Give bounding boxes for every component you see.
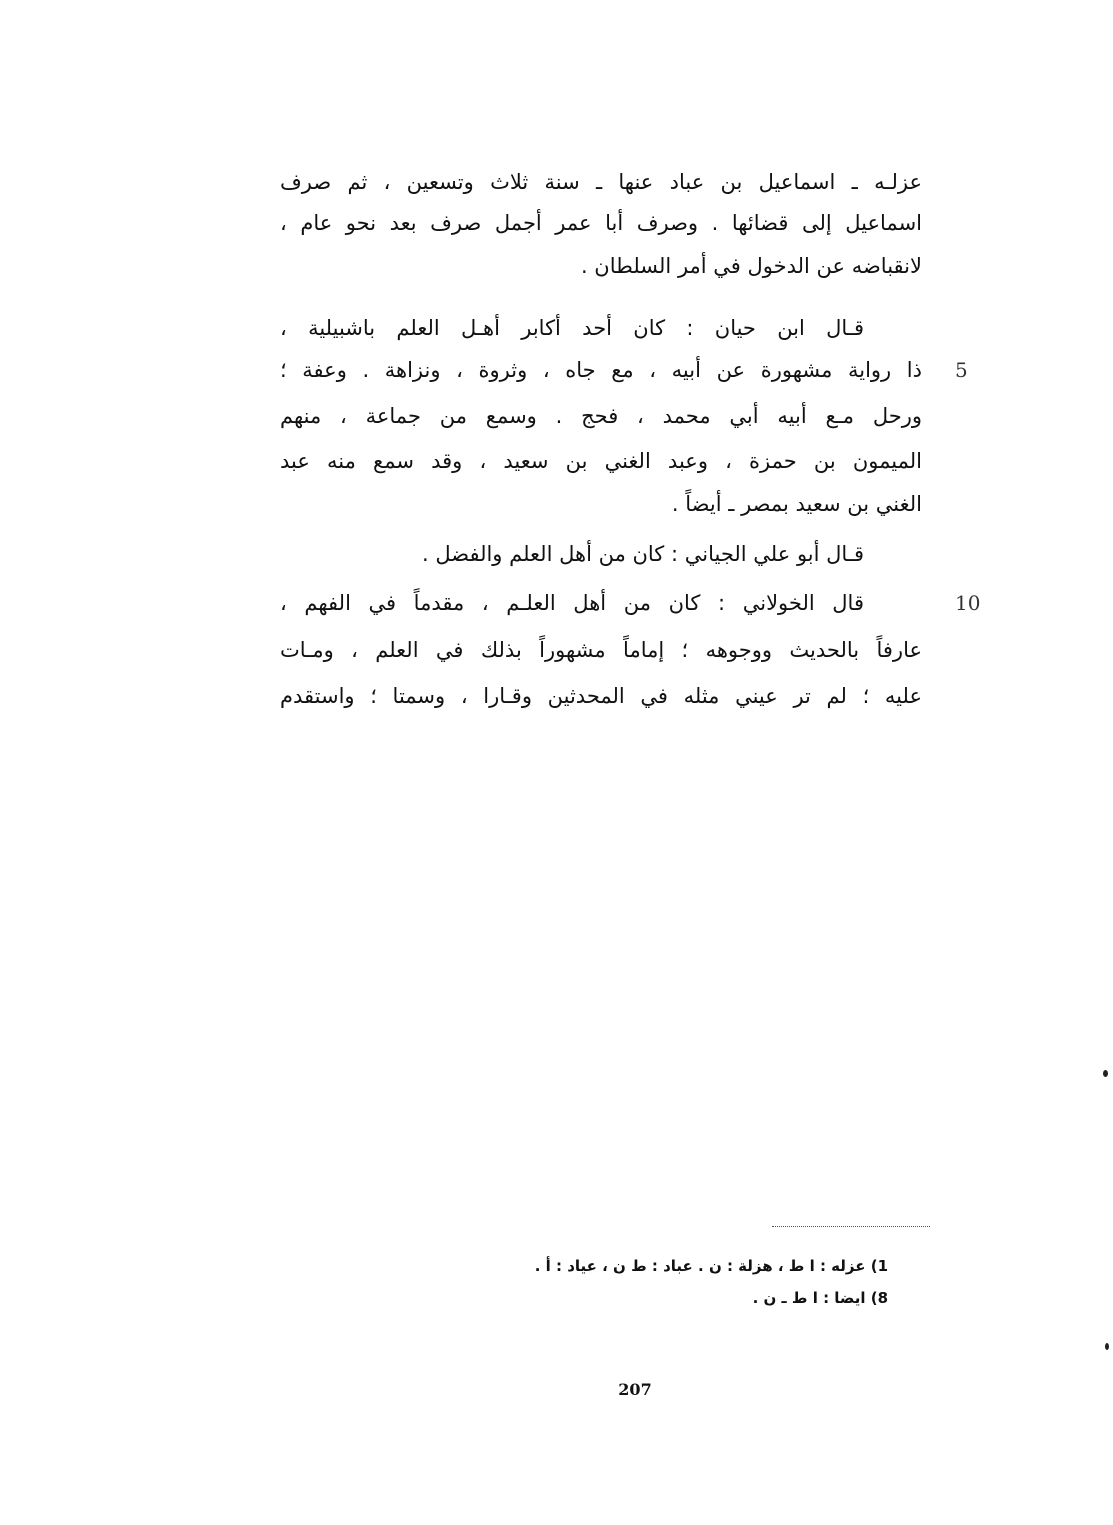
body-line-1: عزلـه ـ اسماعيل بن عباد عنها ـ سنة ثلاث وتسعين ، ثم صرف: [280, 170, 922, 194]
scan-mark: [1103, 1070, 1108, 1077]
body-line-11: عارفاً بالحديث ووجوهه ؛ إماماً مشهوراً بذلك في العلم ، ومـات: [280, 638, 922, 662]
line-number-5: 5: [955, 358, 968, 382]
body-line-9: قـال أبو علي الجياني : كان من أهل العلم والفضل .: [421, 542, 864, 566]
body-line-3: لانقباضه عن الدخول في أمر السلطان .: [580, 254, 922, 278]
line-number-10: 10: [955, 591, 981, 615]
body-line-4: قـال ابن حيان : كان أحد أكابر أهـل العلم باشبيلية ،: [280, 316, 864, 340]
body-line-8: الغني بن سعيد بمصر ـ أيضاً .: [671, 492, 922, 516]
body-line-2: اسماعيل إلى قضائها . وصرف أبا عمر أجمل صرف بعد نحو عام ،: [280, 211, 922, 235]
footnote-8: 8) ايضا : ا ط ـ ن .: [752, 1289, 888, 1307]
body-line-5: ذا رواية مشهورة عن أبيه ، مع جاه ، وثروة ، ونزاهة . وعفة ؛: [280, 358, 922, 382]
body-line-12: عليه ؛ لم تر عيني مثله في المحدثين وقـارا ، وسمتا ؛ واستقدم: [280, 684, 922, 708]
scan-mark: [1105, 1343, 1109, 1350]
footnote-separator: [772, 1226, 930, 1227]
body-line-6: ورحل مـع أبيه أبي محمد ، فحج . وسمع من جماعة ، منهم: [280, 404, 922, 428]
body-line-7: الميمون بن حمزة ، وعبد الغني بن سعيد ، وقد سمع منه عبد: [280, 449, 922, 473]
footnote-1: 1) عزله : ا ط ، هزلة : ن . عباد : ط ن ، عياد : أ .: [534, 1257, 888, 1275]
body-line-10: قال الخولاني : كان من أهل العلـم ، مقدماً في الفهم ،: [280, 591, 864, 615]
page-number: 207: [618, 1380, 652, 1399]
